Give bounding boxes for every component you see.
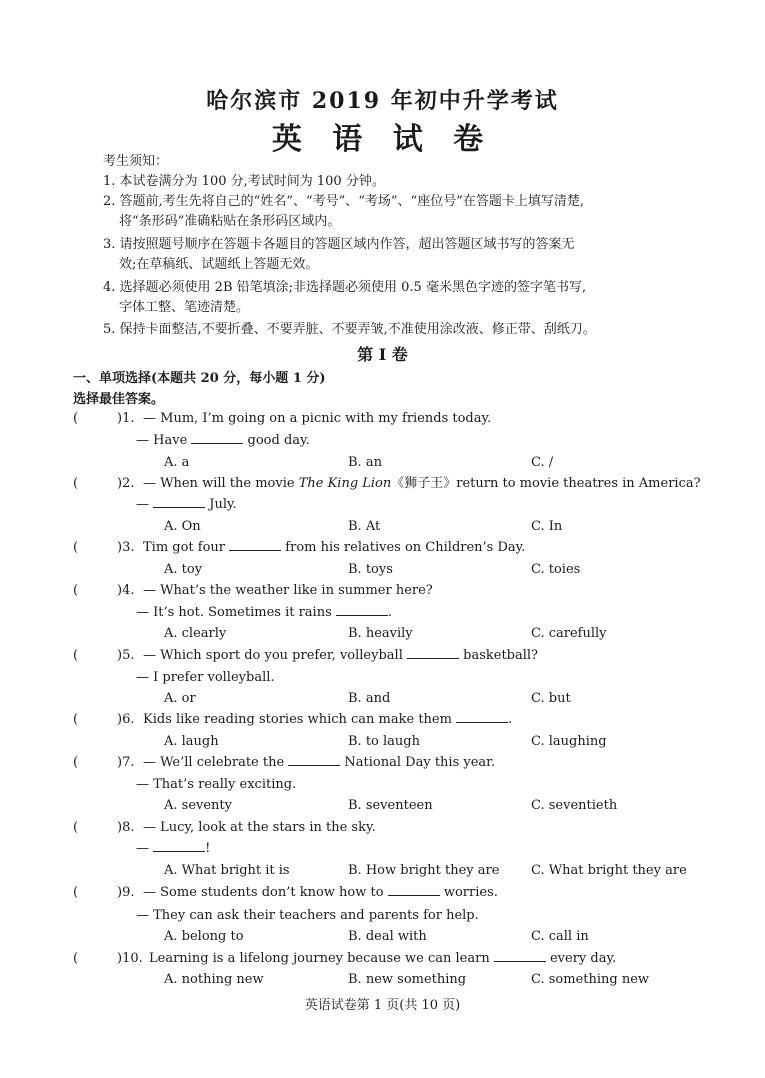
answer-paren[interactable]: ( (73, 755, 79, 770)
option-c[interactable]: C. seventieth (531, 798, 618, 813)
question-6 (73, 709, 713, 731)
question-line2: — I prefer volleyball. (136, 670, 275, 685)
question-number: )10. (117, 951, 143, 966)
answer-blank (407, 646, 459, 659)
question-line2: — It’s hot. Sometimes it rains . (136, 605, 393, 620)
question-stem: — Lucy, look at the stars in the sky. (143, 820, 376, 835)
note-3-cont: 效;在草稿纸、试题纸上答题无效。 (119, 257, 319, 272)
answer-paren[interactable]: ( (73, 951, 79, 966)
option-a[interactable]: A. seventy (164, 798, 232, 813)
question-3 (73, 537, 713, 559)
section-title: 第 I 卷 (357, 345, 408, 364)
answer-paren[interactable]: ( (73, 712, 79, 727)
option-b[interactable]: B. seventeen (348, 798, 433, 813)
question-number: )5. (117, 648, 135, 663)
exam-title: 哈尔滨市 2019 年初中升学考试 (206, 88, 559, 114)
answer-paren[interactable]: ( (73, 540, 79, 555)
option-c[interactable]: C. call in (531, 929, 589, 944)
answer-paren[interactable]: ( (73, 820, 79, 835)
answer-blank (336, 603, 388, 616)
answer-blank (456, 710, 508, 723)
question-5 (73, 645, 713, 667)
question-number: )7. (117, 755, 135, 770)
option-b[interactable]: B. and (348, 691, 391, 706)
option-a[interactable]: A. clearly (164, 626, 227, 641)
note-5: 5. 保持卡面整洁,不要折叠、不要弄脏、不要弄皱,不准使用涂改液、修正带、刮纸刀。 (103, 322, 596, 337)
question-stem: Learning is a lifelong journey because we can learn every day. (149, 951, 617, 966)
question-4 (73, 580, 713, 602)
question-9 (73, 882, 713, 904)
option-b[interactable]: B. to laugh (348, 734, 420, 749)
option-a[interactable]: A. laugh (164, 734, 219, 749)
option-a[interactable]: A. On (164, 519, 201, 534)
option-c[interactable]: C. laughing (531, 734, 607, 749)
option-c[interactable]: C. / (531, 455, 554, 470)
answer-blank (288, 753, 340, 766)
answer-blank (388, 883, 440, 896)
page-footer: 英语试卷第 1 页(共 10 页) (304, 998, 461, 1013)
question-stem: — Mum, I’m going on a picnic with my friends today. (143, 411, 492, 426)
option-b[interactable]: B. deal with (348, 929, 427, 944)
option-c[interactable]: C. but (531, 691, 571, 706)
answer-paren[interactable]: ( (73, 411, 79, 426)
part-heading: 一、单项选择(本题共 20 分，每小题 1 分) (73, 371, 326, 386)
note-2-cont: 将“条形码”准确粘贴在条形码区域内。 (119, 214, 341, 229)
answer-blank (494, 949, 546, 962)
note-4-cont: 字体工整、笔迹清楚。 (119, 300, 250, 315)
question-line2: — They can ask their teachers and parents for help. (136, 908, 479, 923)
question-stem: — We’ll celebrate the National Day this year. (143, 755, 496, 770)
answer-blank (153, 495, 205, 508)
question-number: )2. (117, 476, 135, 491)
note-4: 4. 选择题必须使用 2B 铅笔填涂;非选择题必须使用 0.5 毫米黑色字迹的签字笔书写, (103, 280, 587, 295)
answer-blank (191, 431, 243, 444)
question-2 (73, 473, 713, 495)
exam-subtitle: 英 语 试 卷 (271, 122, 494, 157)
answer-paren[interactable]: ( (73, 583, 79, 598)
question-stem: — Some students don’t know how to worries. (143, 885, 498, 900)
option-a[interactable]: A. What bright it is (164, 863, 290, 878)
answer-paren[interactable]: ( (73, 885, 79, 900)
question-line2: — Have good day. (136, 433, 310, 448)
option-c[interactable]: C. What bright they are (531, 863, 687, 878)
option-b[interactable]: B. At (348, 519, 381, 534)
question-number: )3. (117, 540, 135, 555)
question-stem: — What’s the weather like in summer here? (143, 583, 433, 598)
note-3: 3. 请按照题号顺序在答题卡各题目的答题区域内作答，超出答题区域书写的答案无 (103, 237, 575, 252)
question-stem: — Which sport do you prefer, volleyball basketball? (143, 648, 539, 663)
question-number: )4. (117, 583, 135, 598)
question-stem: — When will the movie The King Lion《狮子王》return to movie theatres in America? (143, 476, 701, 491)
option-a[interactable]: A. toy (164, 562, 203, 577)
option-a[interactable]: A. nothing new (164, 972, 264, 987)
question-number: )6. (117, 712, 135, 727)
question-10 (73, 948, 713, 970)
option-b[interactable]: B. toys (348, 562, 393, 577)
option-a[interactable]: A. or (164, 691, 196, 706)
option-b[interactable]: B. new something (348, 972, 467, 987)
instruction: 选择最佳答案。 (73, 392, 165, 407)
option-c[interactable]: C. In (531, 519, 563, 534)
question-1 (73, 408, 713, 430)
option-b[interactable]: B. heavily (348, 626, 413, 641)
option-b[interactable]: B. an (348, 455, 382, 470)
note-1: 1. 本试卷满分为 100 分,考试时间为 100 分钟。 (103, 174, 385, 189)
option-b[interactable]: B. How bright they are (348, 863, 500, 878)
answer-blank (229, 538, 281, 551)
question-7 (73, 752, 713, 774)
question-number: )9. (117, 885, 135, 900)
question-8 (73, 817, 713, 839)
option-c[interactable]: C. toies (531, 562, 581, 577)
option-a[interactable]: A. belong to (164, 929, 244, 944)
note-2: 2. 答题前,考生先将自己的“姓名”、“考号”、“考场”、“座位号”在答题卡上填写清楚, (103, 194, 584, 209)
question-line2: — That’s really exciting. (136, 777, 297, 792)
question-line2: — July. (136, 497, 237, 512)
option-c[interactable]: C. something new (531, 972, 650, 987)
question-line2: — ! (136, 841, 211, 856)
option-a[interactable]: A. a (164, 455, 190, 470)
option-c[interactable]: C. carefully (531, 626, 607, 641)
answer-paren[interactable]: ( (73, 648, 79, 663)
question-stem: Kids like reading stories which can make them . (143, 712, 513, 727)
answer-paren[interactable]: ( (73, 476, 79, 491)
question-number: )8. (117, 820, 135, 835)
answer-blank (153, 839, 205, 852)
notes-heading: 考生须知： (103, 154, 169, 169)
question-number: )1. (117, 411, 135, 426)
question-stem: Tim got four from his relatives on Children’s Day. (143, 540, 526, 555)
